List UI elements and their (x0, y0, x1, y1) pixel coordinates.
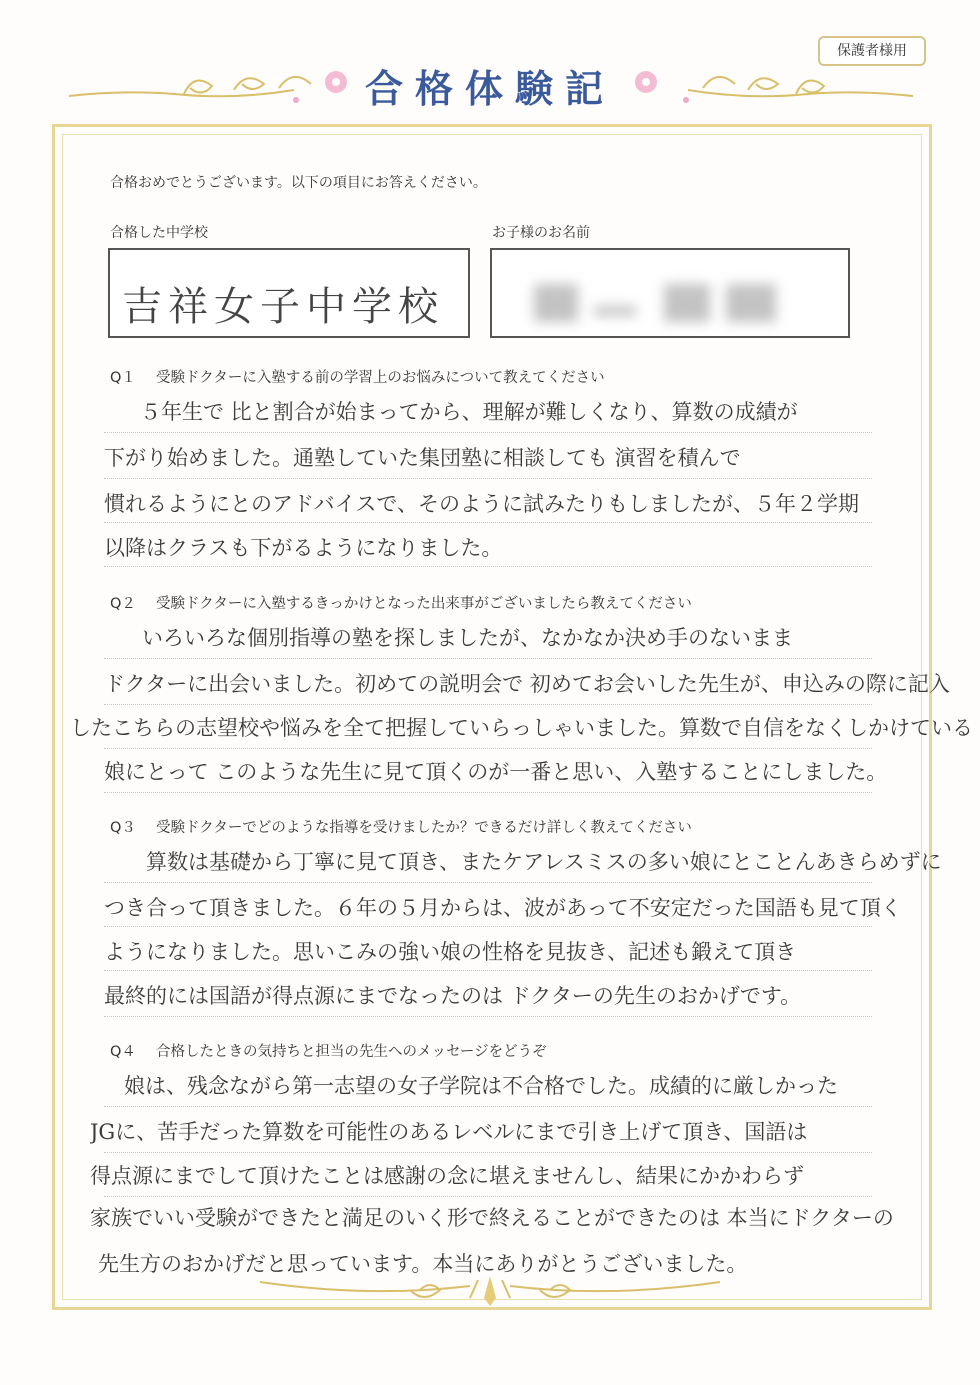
answer-line: 家族でいい受験ができたと満足のいく形で終えることができたのは 本当にドクターの (90, 1206, 894, 1230)
answer-line: ドクターに出会いました。初めての説明会で 初めてお会いした先生が、申込みの際に記入 (104, 672, 950, 696)
question-2 (110, 592, 692, 613)
answer-line: ５年生で 比と割合が始まってから、理解が難しくなり、算数の成績が (140, 400, 798, 424)
redacted-name-part (726, 284, 776, 322)
school-label: 合格した中学校 (110, 225, 208, 241)
question-number: Q２ (110, 596, 136, 612)
question-text: 受験ドクターに入塾する前の学習上のお悩みについて教えてください (156, 370, 605, 386)
rule-line (104, 748, 872, 749)
answer-line: ようになりました。思いこみの強い娘の性格を見抜き、記述も鍛えて頂き (104, 940, 797, 964)
guardian-badge: 保護者様用 (818, 36, 926, 66)
rule-line (104, 1016, 872, 1017)
answer-line: 最終的には国語が得点源にまでなったのは ドクターの先生のおかげです。 (104, 984, 802, 1008)
rule-line (104, 792, 872, 793)
question-number: Q４ (110, 1044, 136, 1060)
answer-line: 以降はクラスも下がるようになりました。 (104, 536, 503, 560)
school-value: 吉祥女子中学校 (122, 284, 444, 330)
answer-line: いろいろな個別指導の塾を探しましたが、なかなか決め手のないまま (142, 626, 793, 650)
rule-line (104, 478, 872, 479)
rule-line (104, 882, 872, 883)
page-title: 合格体験記 (364, 66, 615, 111)
rule-line (104, 566, 872, 567)
bottom-ornament (250, 1262, 730, 1312)
intro-text: 合格おめでとうございます。以下の項目にお答えください。 (110, 175, 487, 191)
question-3 (110, 816, 692, 837)
redacted-name-part (594, 306, 636, 316)
name-label: お子様のお名前 (492, 225, 590, 241)
answer-line: 娘は、残念ながら第一志望の女子学院は不合格でした。成績的に厳しかった (124, 1074, 838, 1098)
rule-line (104, 970, 872, 971)
answer-line: 得点源にまでして頂けたことは感謝の念に堪えませんし、結果にかかわらず (90, 1164, 804, 1188)
question-text: 受験ドクターに入塾するきっかけとなった出来事がございましたら教えてください (156, 596, 692, 612)
answer-line: 慣れるようにとのアドバイスで、そのように試みたりもしましたが、５年２学期 (104, 492, 859, 516)
question-text: 合格したときの気持ちと担当の先生へのメッセージをどうぞ (156, 1044, 547, 1060)
rule-line (104, 1106, 872, 1107)
rule-line (104, 658, 872, 659)
question-number: Q３ (110, 820, 136, 836)
answer-line: 算数は基礎から丁寧に見て頂き、またケアレスミスの多い娘にとことんあきらめずに (146, 850, 942, 874)
redacted-name-part (534, 284, 578, 322)
rule-line (104, 522, 872, 523)
answer-line: 娘にとって このような先生に見て頂くのが一番と思い、入塾することにしました。 (104, 760, 888, 784)
answer-line: したこちらの志望校や悩みを全て把握していらっしゃいました。算数で自信をなくしかけている (70, 716, 973, 740)
question-number: Q１ (110, 370, 136, 386)
redacted-name-part (664, 284, 710, 322)
question-text: 受験ドクターでどのような指導を受けましたか？できるだけ詳しく教えてください (156, 820, 692, 836)
right-ornament (618, 60, 918, 110)
rule-line (104, 1152, 872, 1153)
answer-line: つき合って頂きました。６年の５月からは、波があって不安定だった国語も見て頂く (104, 896, 902, 920)
answer-line: JGに、苦手だった算数を可能性のあるレベルにまで引き上げて頂き、国語は (90, 1120, 808, 1144)
answer-line: 下がり始めました。通塾していた集団塾に相談しても 演習を積んで (104, 446, 741, 470)
rule-line (104, 1196, 872, 1197)
rule-line (104, 432, 872, 433)
rule-line (104, 926, 872, 927)
rule-line (104, 704, 872, 705)
question-4 (110, 1040, 547, 1061)
question-1 (110, 366, 605, 387)
answer-line: 先生方のおかげだと思っています。本当にありがとうございました。 (98, 1252, 748, 1276)
